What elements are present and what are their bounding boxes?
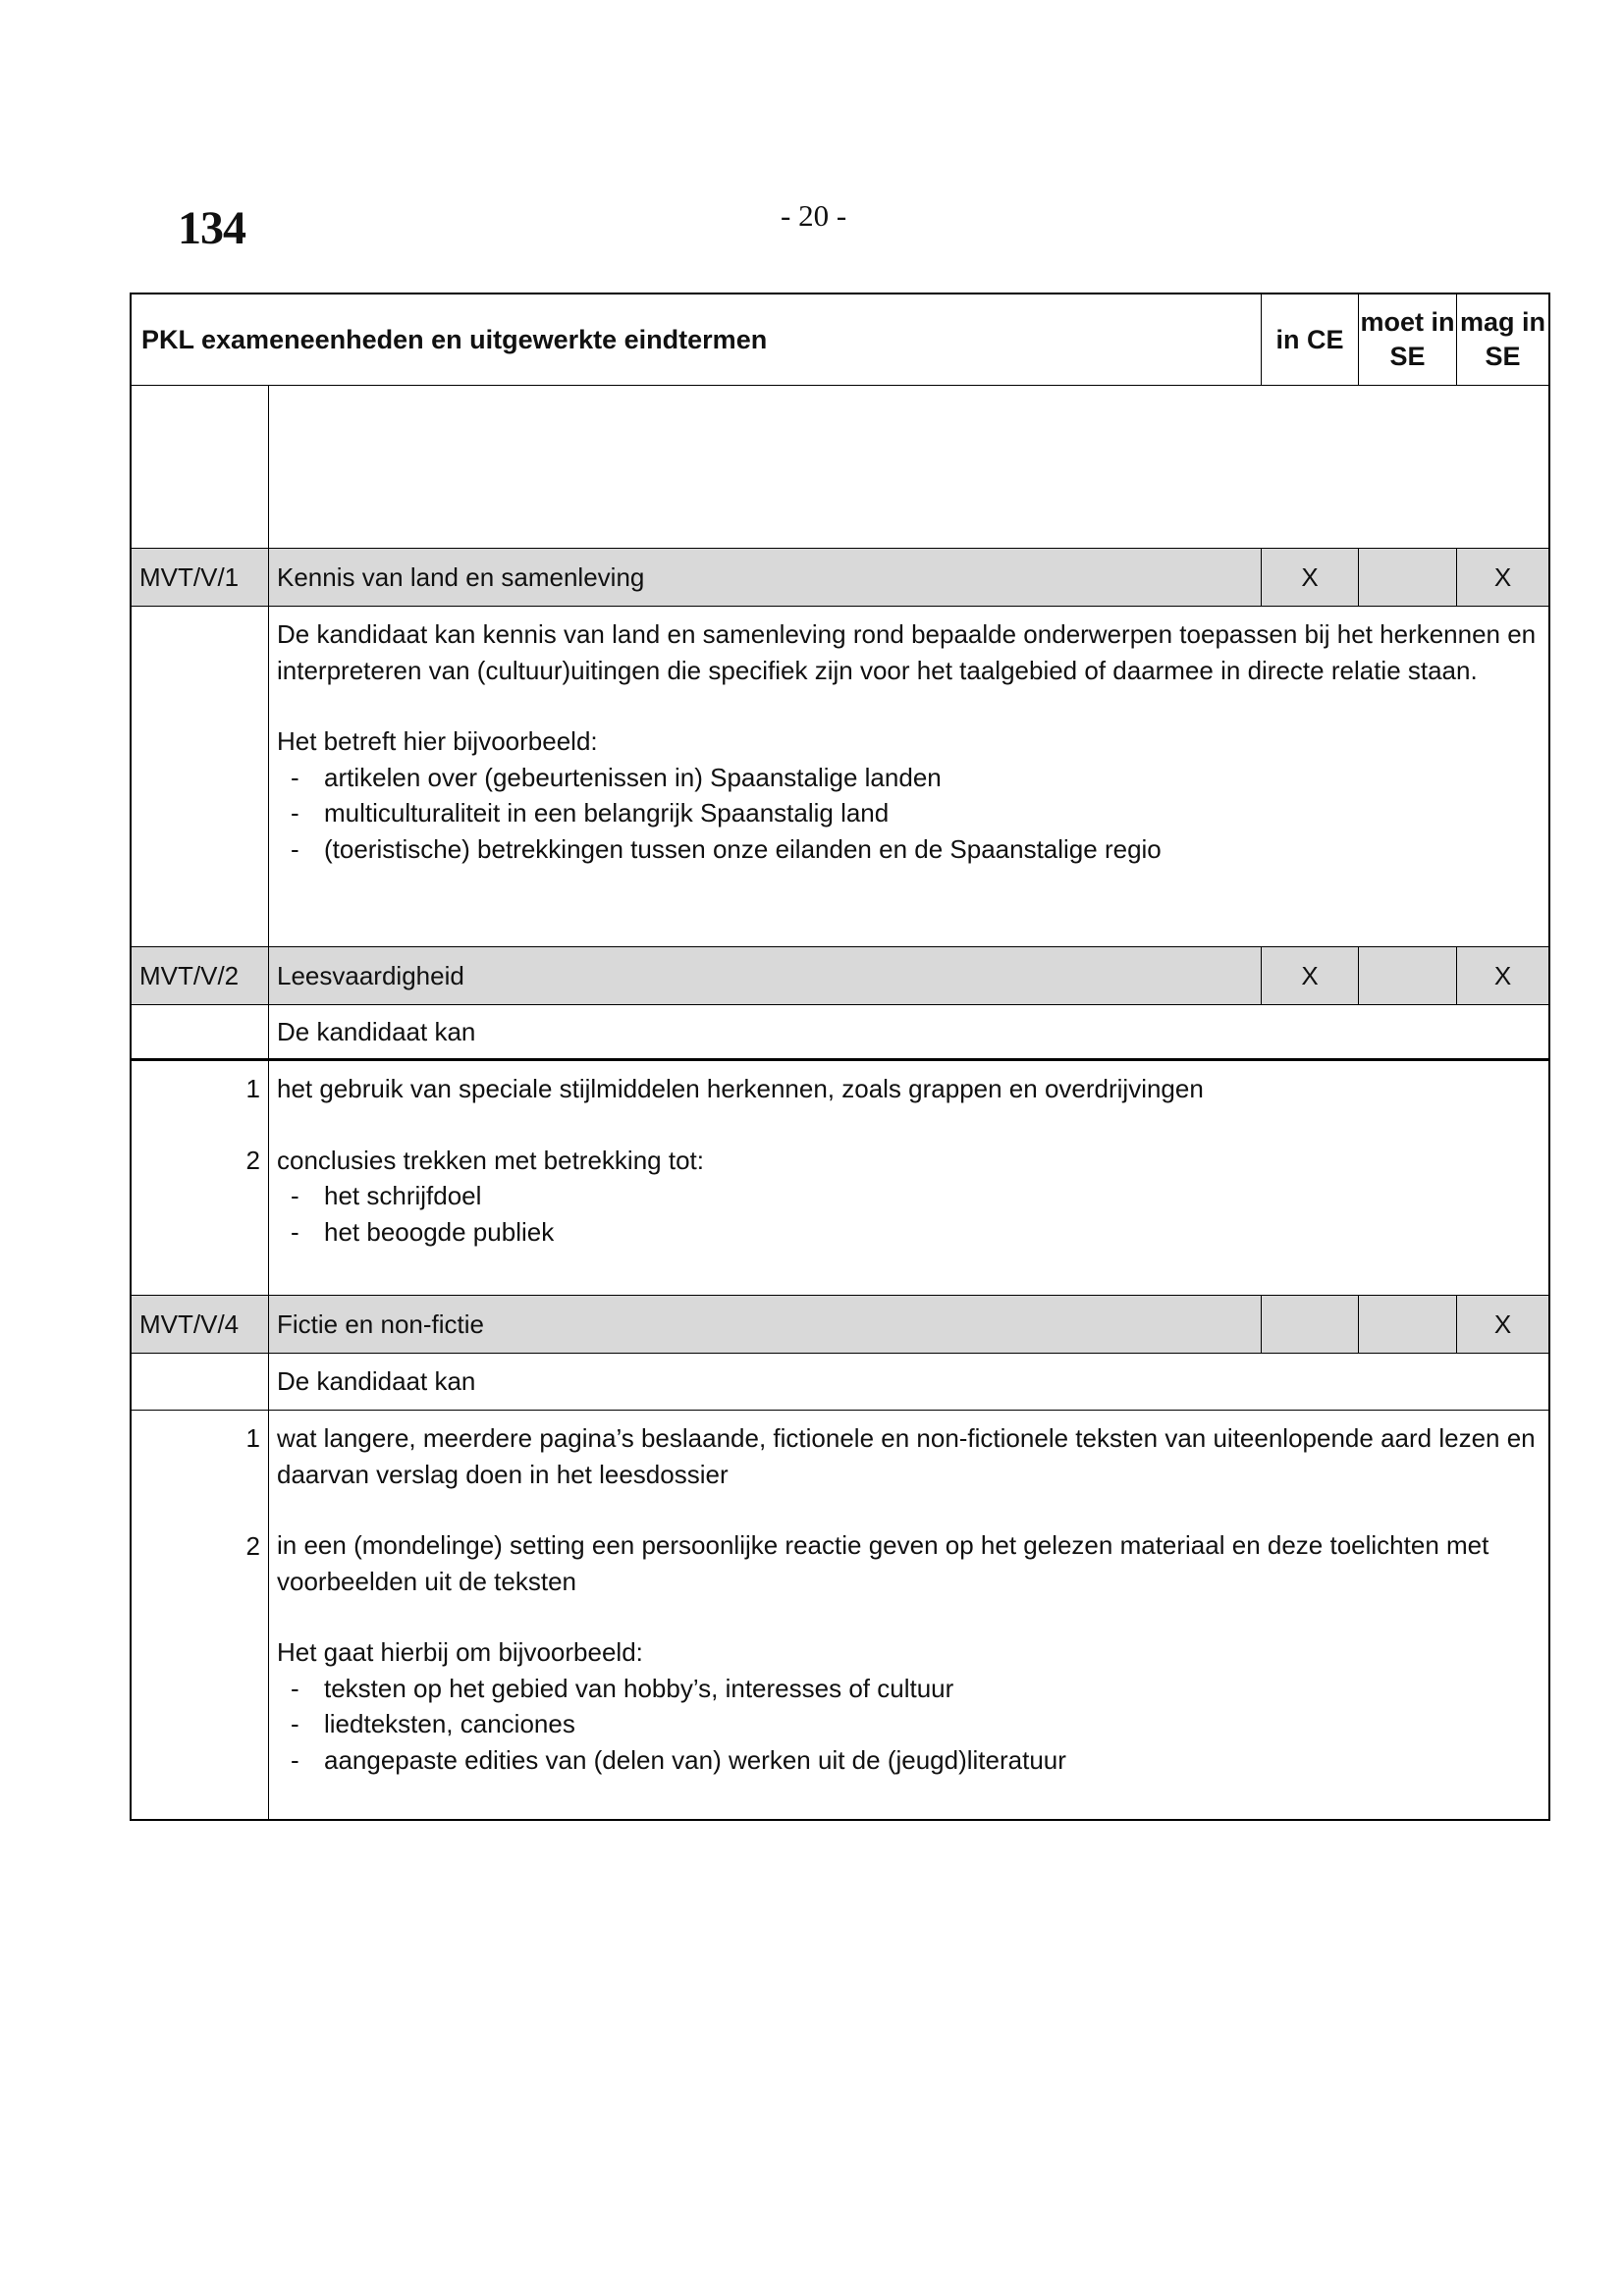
section-row-mvt-v-2 bbox=[132, 947, 1548, 1005]
mark-in-ce bbox=[1261, 1296, 1358, 1353]
section-code: MVT/V/4 bbox=[132, 1296, 269, 1353]
mark-in-ce: X bbox=[1261, 549, 1358, 606]
mark-mag-in-se: X bbox=[1456, 1296, 1548, 1353]
section-code: MVT/V/1 bbox=[132, 549, 269, 606]
lead-text: De kandidaat kan bbox=[277, 1016, 476, 1046]
item-text: het gebruik van speciale stijlmiddelen herkennen, zoals grappen en overdrijvingen bbox=[277, 1074, 1204, 1103]
list-item: - aangepaste edities van (delen van) werken uit de (jeugd)literatuur bbox=[291, 1744, 1066, 1775]
list-item: - artikelen over (gebeurtenissen in) Spaanstalige landen bbox=[291, 762, 942, 792]
page-number-left: 134 bbox=[178, 202, 245, 254]
header-moet-in-se: moet in SE bbox=[1358, 294, 1456, 385]
item-text: conclusies trekken met betrekking tot: bbox=[277, 1145, 704, 1175]
list-item: - multiculturaliteit in een belangrijk Spaanstalig land bbox=[291, 798, 890, 828]
header-in-ce: in CE bbox=[1261, 294, 1358, 385]
items-row-mvt-v-4 bbox=[132, 1411, 1548, 1819]
body-main-cell bbox=[269, 607, 1548, 946]
lead-text: De kandidaat kan bbox=[277, 1366, 476, 1396]
header-title: PKL exameneenheden en uitgewerkte eindtermen bbox=[141, 324, 768, 354]
section-title: Fictie en non-fictie bbox=[277, 1308, 484, 1339]
section-title: Kennis van land en samenleving bbox=[277, 561, 645, 592]
empty-row bbox=[132, 386, 1548, 549]
item-number: 1 bbox=[245, 1074, 260, 1103]
example-heading: Het betreft hier bijvoorbeeld: bbox=[277, 726, 598, 756]
mark-moet-in-se bbox=[1358, 1296, 1456, 1353]
list-item: - het beoogde publiek bbox=[291, 1216, 555, 1247]
list-item: - het schrijfdoel bbox=[291, 1181, 482, 1210]
section-body-mvt-v-1 bbox=[132, 607, 1548, 947]
items-row-mvt-v-2 bbox=[132, 1061, 1548, 1296]
section-code: MVT/V/2 bbox=[132, 947, 269, 1004]
example-heading: Het gaat hierbij om bijvoorbeeld: bbox=[277, 1637, 643, 1667]
section-title: Leesvaardigheid bbox=[277, 960, 464, 990]
list-item: - (toeristische) betrekkingen tussen onze eilanden en de Spaanstalige regio bbox=[291, 833, 1162, 864]
empty-code-cell bbox=[132, 386, 269, 548]
item-number: 2 bbox=[245, 1145, 260, 1175]
item-text: in een (mondelinge) setting een persoonlijke reactie geven op het gelezen materiaal en deze toelichten met voorbeelden uit de teksten bbox=[277, 1530, 1489, 1596]
item-number: 1 bbox=[245, 1423, 260, 1453]
lead-row-mvt-v-4 bbox=[132, 1354, 1548, 1411]
empty-main-cell bbox=[269, 386, 1548, 548]
eindtermen-table bbox=[130, 293, 1550, 1821]
list-item: - liedteksten, canciones bbox=[291, 1709, 575, 1738]
header-mag-in-se: mag in SE bbox=[1456, 294, 1548, 385]
mark-mag-in-se: X bbox=[1456, 947, 1548, 1004]
item-number: 2 bbox=[245, 1530, 260, 1561]
intro-text: De kandidaat kan kennis van land en samenleving rond bepaalde onderwerpen toepassen bij het herkennen en interpreteren van (cultuur)uitingen die specifiek zijn voor het taalgebied of daarmee in directe relatie staan. bbox=[277, 619, 1537, 685]
section-row-mvt-v-4 bbox=[132, 1296, 1548, 1354]
page-number-center: - 20 - bbox=[781, 198, 847, 233]
lead-row-mvt-v-2 bbox=[132, 1005, 1548, 1061]
table-header-row bbox=[132, 294, 1548, 386]
mark-moet-in-se bbox=[1358, 549, 1456, 606]
body-code-cell bbox=[132, 607, 269, 946]
list-item: - teksten op het gebied van hobby’s, interesses of cultuur bbox=[291, 1673, 954, 1703]
mark-mag-in-se: X bbox=[1456, 549, 1548, 606]
section-row-mvt-v-1 bbox=[132, 549, 1548, 607]
mark-in-ce: X bbox=[1261, 947, 1358, 1004]
item-text: wat langere, meerdere pagina’s beslaande, fictionele en non-fictionele teksten van uiteenlopende aard lezen en daarvan verslag doen in het leesdossier bbox=[277, 1423, 1536, 1489]
mark-moet-in-se bbox=[1358, 947, 1456, 1004]
